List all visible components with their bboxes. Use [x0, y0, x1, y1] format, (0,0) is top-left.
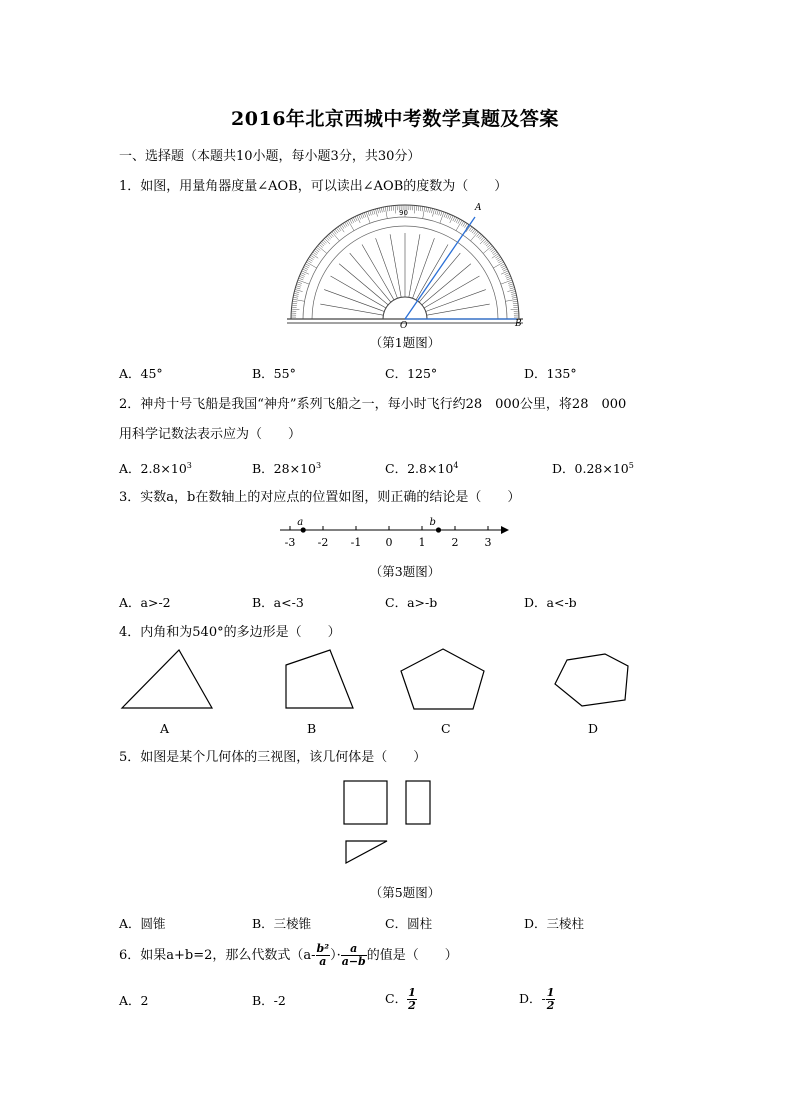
- side-view: [406, 781, 430, 824]
- protractor-tick: [422, 206, 423, 211]
- protractor-radial-line: [413, 238, 435, 298]
- protractor-tick: [448, 214, 450, 219]
- q4-label-a: A: [160, 721, 170, 736]
- point-b-label: B: [515, 319, 522, 329]
- protractor-tick: [374, 209, 375, 214]
- protractor-tick: [505, 273, 510, 275]
- protractor-tick: [387, 206, 388, 211]
- protractor-tick: [299, 276, 304, 278]
- three-view-figure: [338, 775, 438, 870]
- q5-option-a[interactable]: A．圆锥: [119, 916, 166, 931]
- protractor-tick: [423, 207, 425, 219]
- number-line-tick-label: 3: [484, 536, 492, 549]
- protractor-tick: [430, 208, 431, 213]
- point-o-label: O: [400, 321, 408, 330]
- protractor-radial-line: [376, 238, 398, 298]
- protractor-tick: [426, 207, 427, 212]
- q4-label-c: C: [441, 721, 451, 736]
- section-heading: 一、选择题（本题共10小题，每小题3分，共30分）: [119, 149, 421, 164]
- protractor-tick: [350, 219, 352, 223]
- protractor-radial-line: [362, 245, 394, 300]
- protractor-tick: [389, 206, 390, 211]
- protractor-tick: [338, 227, 341, 231]
- protractor-tick: [294, 291, 299, 292]
- protractor-tick: [393, 206, 394, 211]
- page-title: 2016年北京西城中考数学真题及答案: [231, 108, 559, 130]
- q4-label-b: B: [307, 721, 317, 736]
- front-view: [344, 781, 387, 824]
- q4-label-d: D: [588, 721, 599, 736]
- protractor-radial-line: [424, 276, 479, 308]
- q2-option-a[interactable]: A．$2.8\times 10^3$: [119, 461, 192, 477]
- protractor-tick: [370, 211, 372, 216]
- protractor-tick: [292, 303, 297, 304]
- q6-text-before: 6．如果a+b=2，那么代数式（a-: [119, 948, 316, 963]
- protractor-tick: [353, 217, 355, 221]
- q6-text-after: 的值是（ ）: [366, 948, 458, 963]
- q6-option-d-fraction: $\frac{1}{2}$: [546, 986, 555, 1012]
- protractor-tick: [340, 226, 345, 233]
- protractor-tick: [294, 293, 299, 294]
- q2-option-d[interactable]: D．$0.28\times 10^5$: [552, 461, 634, 477]
- protractor-tick: [461, 221, 464, 225]
- protractor-tick: [305, 264, 309, 266]
- protractor-tick: [364, 213, 366, 218]
- figure-3-caption: （第3题图）: [369, 564, 441, 579]
- protractor-tick: [509, 284, 514, 286]
- protractor-tick: [300, 274, 305, 276]
- protractor-tick: [301, 273, 306, 275]
- protractor-tick: [414, 205, 415, 213]
- number-line-tick-label: 1: [418, 536, 426, 549]
- protractor-tick: [453, 217, 455, 221]
- q6-option-d[interactable]: D．- $\frac{1}{2}$: [519, 986, 555, 1012]
- protractor-tick: [416, 206, 417, 211]
- protractor-tick: [446, 213, 448, 218]
- protractor-tick: [503, 269, 507, 271]
- q6-option-c-fraction: $\frac{1}{2}$: [408, 986, 416, 1012]
- question-6-text: [119, 942, 458, 970]
- protractor-radial-line: [409, 234, 420, 297]
- q1-option-c[interactable]: C．125°: [385, 366, 438, 381]
- protractor-tick: [513, 307, 518, 308]
- protractor-tick: [418, 206, 419, 211]
- protractor-tick: [506, 276, 511, 278]
- protractor-tick: [341, 224, 344, 228]
- q1-option-b[interactable]: B．55°: [252, 366, 296, 381]
- protractor-radial-line: [331, 276, 386, 308]
- protractor-tick: [345, 222, 348, 226]
- number-line-figure: [275, 516, 515, 550]
- protractor-tick: [304, 265, 308, 267]
- protractor-tick: [512, 295, 517, 296]
- protractor-tick: [385, 207, 387, 219]
- protractor-tick: [505, 299, 517, 301]
- q2-option-b[interactable]: B．$28\times 10^3$: [252, 461, 322, 477]
- protractor-tick: [511, 291, 516, 292]
- polygon-triangle[interactable]: [115, 645, 220, 715]
- protractor-tick: [513, 301, 518, 302]
- point-b-label: b: [429, 517, 436, 528]
- protractor-radial-line: [324, 290, 384, 312]
- protractor-tick: [314, 250, 318, 253]
- q5-option-d[interactable]: D．三棱柱: [524, 916, 585, 931]
- protractor-tick: [368, 211, 370, 216]
- protractor-tick: [293, 295, 298, 296]
- number-line-tick-label: 2: [451, 536, 459, 549]
- protractor-tick: [309, 257, 313, 260]
- protractor-tick: [346, 221, 349, 225]
- protractor-tick: [440, 211, 442, 216]
- protractor-tick: [307, 260, 311, 263]
- protractor-tick: [435, 209, 436, 214]
- protractor-tick: [343, 223, 346, 227]
- protractor-tick: [372, 210, 373, 215]
- protractor-tick: [336, 228, 339, 232]
- protractor-tick: [440, 212, 444, 223]
- point-a-dot: [301, 527, 306, 532]
- protractor-tick: [375, 209, 377, 217]
- protractor-figure: [285, 195, 525, 330]
- protractor-tick: [456, 218, 458, 222]
- protractor-tick: [501, 280, 512, 284]
- protractor-tick: [496, 257, 500, 260]
- protractor-tick: [500, 264, 504, 266]
- protractor-tick: [480, 238, 486, 244]
- question-2-line-1: 2．神舟十号飞船是我国“神舟”系列飞船之一，每小时飞行约28 000公里，将28 000: [119, 397, 627, 412]
- q6-fraction-1: $\frac{\text{b²}}{a}$: [316, 942, 330, 968]
- q3-option-c[interactable]: C．a>-b: [385, 595, 438, 610]
- question-3-text: 3．实数a，b在数轴上的对应点的位置如图，则正确的结论是（ ）: [119, 490, 521, 505]
- q1-option-a[interactable]: A．45°: [119, 366, 163, 381]
- number-line-tick-label: -2: [317, 536, 329, 549]
- protractor-tick: [303, 269, 307, 271]
- question-1-text: 1．如图，用量角器度量∠AOB，可以读出∠AOB的度数为（ ）: [119, 179, 508, 194]
- protractor-tick: [391, 206, 392, 211]
- q6-fraction-2: $\frac{a}{a-b}$: [341, 942, 366, 968]
- protractor-tick: [471, 228, 474, 232]
- protractor-tick: [454, 217, 456, 221]
- protractor-radial-line: [390, 234, 401, 297]
- point-b-dot: [436, 527, 441, 532]
- q3-option-a[interactable]: A．a>-2: [119, 595, 171, 610]
- q2-option-c[interactable]: C．$2.8\times 10^4$: [385, 461, 459, 477]
- figure-1-caption: （第1题图）: [369, 335, 441, 350]
- protractor-tick: [312, 254, 319, 259]
- protractor-tick: [444, 213, 446, 218]
- protractor-tick: [511, 309, 519, 310]
- protractor-tick: [458, 219, 460, 223]
- q6-option-b[interactable]: B．-2: [252, 993, 286, 1008]
- protractor-tick: [431, 208, 432, 213]
- protractor-tick: [505, 274, 510, 276]
- protractor-tick: [464, 223, 467, 227]
- protractor-radial-line: [416, 245, 448, 300]
- protractor-tick: [295, 289, 303, 291]
- q6-text-mid: ）·: [330, 948, 341, 963]
- protractor-tick: [293, 299, 305, 301]
- polygon-hexagon[interactable]: [550, 650, 635, 712]
- q6-option-a[interactable]: A．2: [119, 993, 149, 1008]
- protractor-tick: [512, 297, 517, 298]
- protractor-tick: [377, 208, 378, 213]
- q3-option-b[interactable]: B．a<-3: [252, 595, 304, 610]
- protractor-tick: [449, 215, 451, 220]
- top-view: [346, 841, 387, 863]
- question-5-text: 5．如图是某个几何体的三视图，该几何体是（ ）: [119, 750, 427, 765]
- protractor-tick: [299, 278, 304, 280]
- protractor-tick: [355, 217, 357, 221]
- protractor-tick: [511, 293, 516, 294]
- protractor-tick: [495, 255, 499, 258]
- protractor-tick: [513, 305, 518, 306]
- protractor-tick: [469, 227, 472, 231]
- point-a-label: a: [297, 517, 304, 528]
- protractor-radial-line: [320, 304, 383, 315]
- question-2-line-2: 用科学记数法表示应为（ ）: [119, 427, 302, 442]
- q5-option-c[interactable]: C．圆柱: [385, 916, 433, 931]
- protractor-tick: [292, 301, 297, 302]
- protractor-tick: [501, 265, 505, 267]
- protractor-tick: [420, 206, 421, 211]
- protractor-tick: [383, 207, 384, 212]
- protractor-tick: [510, 288, 515, 289]
- protractor-90-label: 90: [399, 209, 408, 217]
- q1-option-d[interactable]: D．135°: [524, 366, 577, 381]
- polygon-pentagon[interactable]: [396, 643, 491, 715]
- protractor-tick: [291, 309, 299, 310]
- question-4-text: 4．内角和为540°的多边形是（ ）: [119, 625, 341, 640]
- protractor-tick: [507, 289, 515, 291]
- protractor-tick: [310, 255, 314, 258]
- protractor-tick: [296, 286, 301, 287]
- protractor-tick: [313, 252, 317, 255]
- polygon-quadrilateral[interactable]: [278, 645, 358, 715]
- protractor-tick: [493, 252, 497, 255]
- protractor-tick: [292, 305, 297, 306]
- protractor-tick: [492, 254, 499, 259]
- protractor-tick: [509, 286, 514, 287]
- number-line-tick-label: -3: [284, 536, 296, 549]
- protractor-tick: [360, 214, 362, 219]
- protractor-tick: [437, 210, 438, 215]
- q5-option-b[interactable]: B．三棱锥: [252, 916, 312, 931]
- protractor-tick: [432, 209, 434, 217]
- protractor-tick: [507, 278, 512, 280]
- protractor-tick: [379, 208, 380, 213]
- protractor-radial-line: [426, 290, 486, 312]
- protractor-tick: [308, 259, 312, 262]
- protractor-tick: [298, 280, 309, 284]
- protractor-tick: [359, 215, 361, 220]
- number-line-tick-label: 0: [385, 536, 393, 549]
- protractor-tick: [492, 250, 496, 253]
- point-a-label: A: [475, 203, 482, 213]
- protractor-tick: [297, 282, 302, 284]
- protractor-tick: [463, 222, 466, 226]
- protractor-tick: [502, 267, 506, 269]
- protractor-tick: [293, 297, 298, 298]
- protractor-tick: [362, 213, 364, 218]
- protractor-tick: [395, 205, 396, 213]
- protractor-tick: [324, 238, 330, 244]
- protractor-tick: [439, 211, 441, 216]
- q6-option-c[interactable]: C． $\frac{1}{2}$: [385, 986, 416, 1012]
- protractor-tick: [508, 282, 513, 284]
- protractor-tick: [381, 207, 382, 212]
- protractor-tick: [428, 207, 429, 212]
- number-line-tick-label: -1: [350, 536, 362, 549]
- protractor-tick: [297, 284, 302, 286]
- protractor-tick: [497, 259, 501, 262]
- figure-5-caption: （第5题图）: [369, 885, 441, 900]
- protractor-radial-line: [427, 304, 490, 315]
- protractor-tick: [292, 307, 297, 308]
- q3-option-d[interactable]: D．a<-b: [524, 595, 577, 610]
- protractor-tick: [513, 303, 518, 304]
- protractor-tick: [303, 267, 307, 269]
- protractor-tick: [295, 288, 300, 289]
- protractor-tick: [498, 260, 502, 263]
- protractor-tick: [351, 218, 353, 222]
- protractor-tick: [366, 212, 370, 223]
